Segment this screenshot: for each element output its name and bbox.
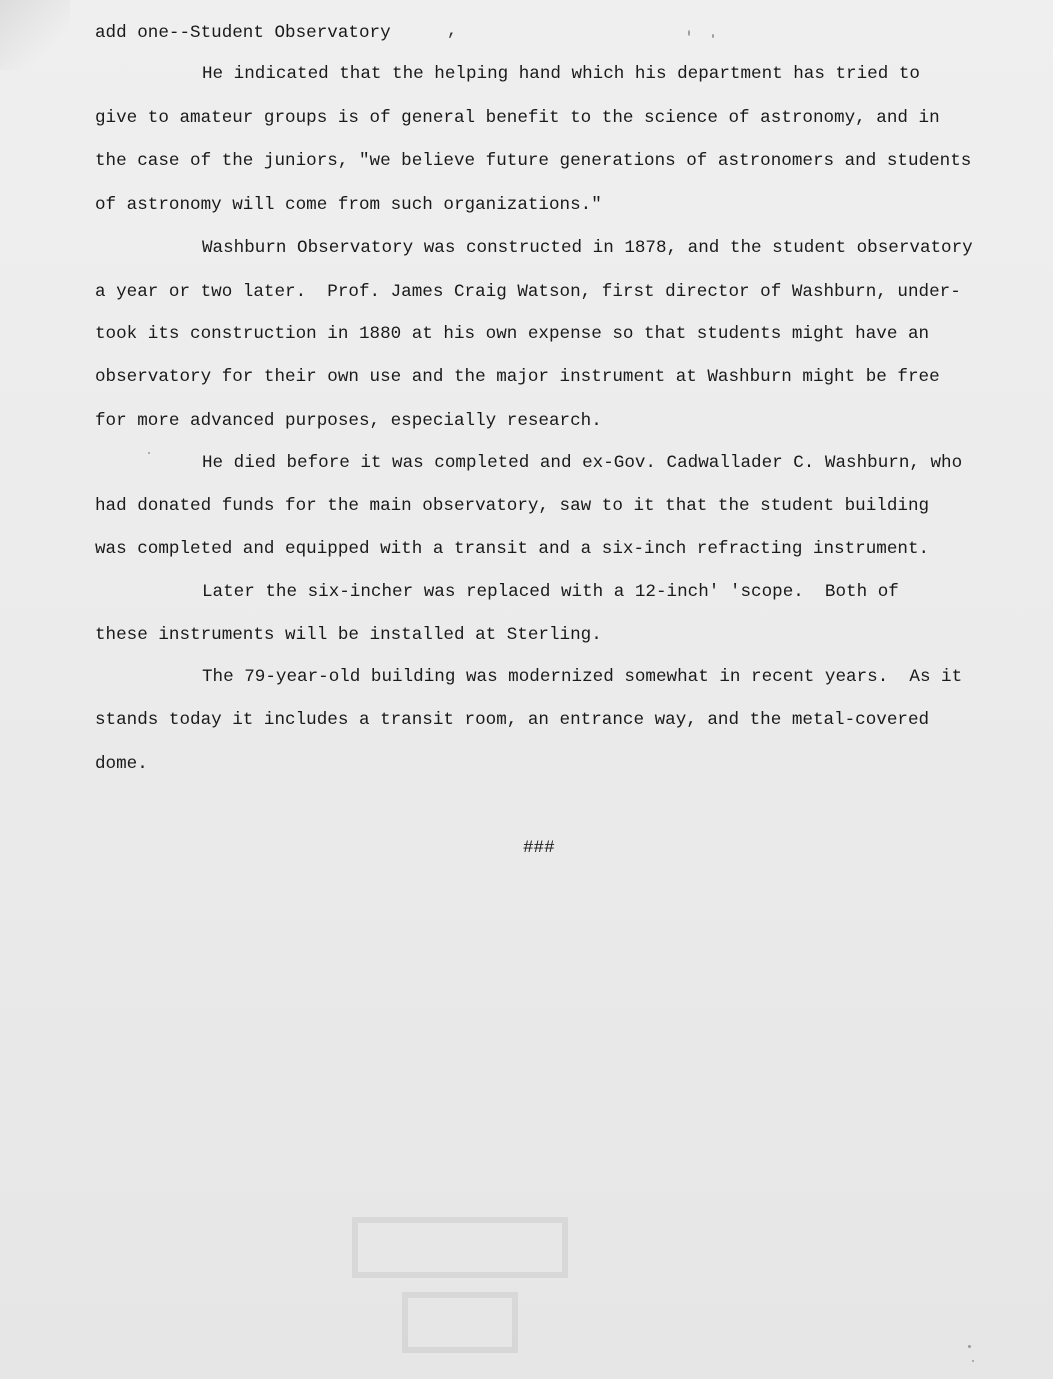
- faint-watermark-icon: [345, 1210, 575, 1360]
- paragraph-2-line-4: observatory for their own use and the major instrument at Washburn might be free: [95, 367, 940, 387]
- paragraph-5-line-3: dome.: [95, 754, 148, 774]
- paragraph-4-line-1: Later the six-incher was replaced with a 12-inch' 'scope. Both of: [202, 582, 899, 602]
- paragraph-2-line-2: a year or two later. Prof. James Craig Watson, first director of Washburn, under-: [95, 282, 961, 302]
- paragraph-5-line-1: The 79-year-old building was modernized somewhat in recent years. As it: [202, 667, 963, 687]
- paragraph-2-line-1: Washburn Observatory was constructed in 1878, and the student observatory: [202, 238, 973, 258]
- paragraph-3-line-1: He died before it was completed and ex-Gov. Cadwallader C. Washburn, who: [202, 453, 963, 473]
- paragraph-1-line-4: of astronomy will come from such organizations.": [95, 195, 602, 215]
- paragraph-2-line-5: for more advanced purposes, especially research.: [95, 411, 602, 431]
- scan-speck: [968, 1345, 971, 1348]
- paragraph-5-line-2: stands today it includes a transit room, an entrance way, and the metal-covered: [95, 710, 930, 730]
- stray-mark: ,: [447, 22, 458, 41]
- paragraph-4-line-2: these instruments will be installed at Sterling.: [95, 625, 602, 645]
- paragraph-1-line-1: He indicated that the helping hand which his department has tried to: [202, 64, 920, 84]
- paragraph-2-line-3: took its construction in 1880 at his own expense so that students might have an: [95, 324, 930, 344]
- paragraph-1-line-2: give to amateur groups is of general benefit to the science of astronomy, and in: [95, 108, 940, 128]
- end-of-release-mark: ###: [523, 838, 555, 858]
- scan-speck: [972, 1360, 974, 1362]
- paragraph-3-line-2: had donated funds for the main observatory, saw to it that the student building: [95, 496, 930, 516]
- paragraph-3-line-3: was completed and equipped with a transit and a six-inch refracting instrument.: [95, 539, 930, 559]
- scan-speck: [148, 452, 150, 454]
- paragraph-1-line-3: the case of the juniors, "we believe future generations of astronomers and students: [95, 151, 972, 171]
- scan-speck: [712, 34, 714, 38]
- page-crease: [0, 0, 70, 70]
- scan-speck: [688, 30, 690, 36]
- page-header: add one--Student Observatory: [95, 23, 391, 43]
